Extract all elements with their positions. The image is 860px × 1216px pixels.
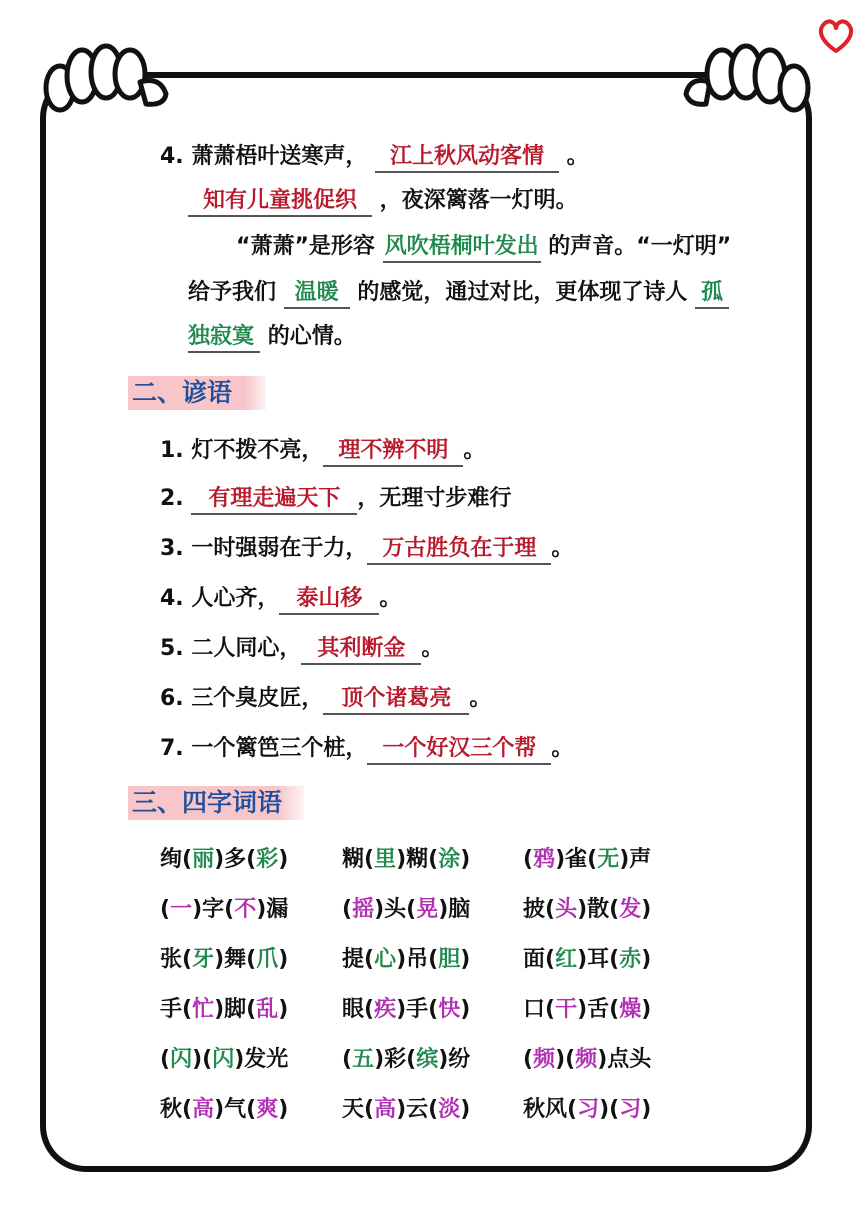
word-text: )脑 [438,897,471,922]
word-answer: 牙 [192,947,215,972]
word-text: )声 [619,847,652,872]
word-text: ) [278,947,289,972]
word-answer: 红 [555,947,578,972]
proverb-prefix: 1. 灯不拨不亮， [160,438,324,463]
proverb-item [160,584,401,615]
word-answer: 不 [234,897,257,922]
word-answer: 频 [533,1047,556,1072]
proverb-item [160,534,573,565]
word-cell [523,992,651,1023]
poem-answer-5b: 独寂寞 [188,323,260,353]
poem-line-1-prefix: 4. 萧萧梧叶送寒声， [160,144,368,169]
proverb-answer: 万古胜负在于理 [367,535,551,565]
poem-line-3-suffix: 的声音。“一灯明” [548,234,732,259]
proverb-item [160,436,485,467]
word-text: 口( [523,997,556,1022]
word-answer: 习 [619,1097,642,1122]
word-cell [160,842,288,873]
word-text: ) [278,997,289,1022]
word-cell [160,892,288,923]
word-cell [342,992,470,1023]
word-text: )纷 [438,1047,471,1072]
proverb-suffix: ，无理寸步难行 [357,486,512,511]
word-text: 提( [342,947,375,972]
word-answer: 彩 [256,847,279,872]
proverb-prefix: 7. 一个篱笆三个桩， [160,736,368,761]
word-text: )多( [214,847,257,872]
word-cell [160,1092,288,1123]
proverb-prefix: 4. 人心齐， [160,586,280,611]
poem-answer-5a: 孤 [695,279,729,309]
heart-icon [816,18,856,54]
proverb-answer: 有理走遍天下 [191,485,357,515]
word-text: ) [641,1097,652,1122]
word-answer: 赤 [619,947,642,972]
word-answer: 燥 [619,997,642,1022]
poem-answer-1: 江上秋风动客情 [375,143,559,173]
proverb-suffix: 。 [551,536,574,561]
word-text: ) [641,947,652,972]
word-text: )彩( [374,1047,417,1072]
word-text: 面( [523,947,556,972]
word-cell [160,1042,288,1073]
word-text: )气( [214,1097,257,1122]
word-cell [523,1092,651,1123]
word-text: )散( [577,897,620,922]
word-cell [342,892,470,923]
poem-line-5-suffix: 的心情。 [267,324,356,349]
word-answer: 晃 [416,897,439,922]
word-answer: 爪 [256,947,279,972]
proverb-item [160,734,573,765]
word-text: )云( [396,1097,439,1122]
left-hand-decoration [42,36,172,116]
word-cell [523,842,651,873]
word-text: )头( [374,897,417,922]
word-cell [160,942,288,973]
word-answer: 摇 [352,897,375,922]
word-text: 眼( [342,997,375,1022]
word-text: )发光 [234,1047,289,1072]
word-text: )脚( [214,997,257,1022]
proverb-suffix: 。 [463,438,486,463]
word-text: 秋风( [523,1097,578,1122]
word-text: ( [342,1047,353,1072]
word-text: ) [460,997,471,1022]
word-answer: 疾 [374,997,397,1022]
section-heading-four-char-words: 三、四字词语 [128,786,304,820]
proverb-answer: 理不辨不明 [323,437,463,467]
word-answer: 一 [170,897,193,922]
word-text: ( [523,847,534,872]
word-cell [160,992,288,1023]
word-text: 糊( [342,847,375,872]
proverb-answer: 顶个诸葛亮 [323,685,469,715]
word-cell [342,1042,470,1073]
poem-line-3-prefix: “萧萧”是形容 [236,234,375,259]
poem-line-5 [188,322,356,353]
word-answer: 五 [352,1047,375,1072]
word-answer: 涂 [438,847,461,872]
poem-line-4 [188,278,729,309]
poem-line-4-prefix: 给予我们 [188,280,277,305]
word-text: 披( [523,897,556,922]
proverb-suffix: 。 [379,586,402,611]
word-answer: 丽 [192,847,215,872]
proverb-prefix: 2. [160,486,192,511]
poem-line-1 [160,142,589,173]
poem-answer-4: 温暖 [284,279,350,309]
word-cell [523,1042,651,1073]
word-text: )漏 [256,897,289,922]
proverb-prefix: 5. 二人同心， [160,636,302,661]
word-cell [342,942,470,973]
word-cell [523,942,651,973]
section-heading-proverbs: 二、谚语 [128,376,266,410]
poem-line-3 [236,232,731,263]
word-text: )( [192,1047,213,1072]
word-cell [523,892,651,923]
word-answer: 爽 [256,1097,279,1122]
proverb-answer: 其利断金 [301,635,421,665]
word-cell [342,1092,470,1123]
word-text: )舞( [214,947,257,972]
word-answer: 闪 [212,1047,235,1072]
word-text: ) [460,947,471,972]
proverb-answer: 一个好汉三个帮 [367,735,551,765]
word-text: )( [599,1097,620,1122]
word-text: ( [160,1047,171,1072]
word-answer: 鸦 [533,847,556,872]
word-text: 天( [342,1097,375,1122]
word-answer: 无 [597,847,620,872]
word-answer: 忙 [192,997,215,1022]
word-cell [342,842,470,873]
word-text: ( [160,897,171,922]
word-text: ) [460,847,471,872]
proverb-prefix: 6. 三个臭皮匠， [160,686,324,711]
word-text: )字( [192,897,235,922]
poem-line-2 [188,186,578,217]
word-text: ) [641,997,652,1022]
word-answer: 闪 [170,1047,193,1072]
word-text: ) [641,897,652,922]
word-answer: 缤 [416,1047,439,1072]
word-answer: 淡 [438,1097,461,1122]
word-answer: 里 [374,847,397,872]
word-text: 张( [160,947,193,972]
word-answer: 心 [374,947,397,972]
word-answer: 频 [575,1047,598,1072]
proverb-suffix: 。 [469,686,492,711]
word-text: ) [278,847,289,872]
word-text: )( [555,1047,576,1072]
word-text: ( [523,1047,534,1072]
word-answer: 乱 [256,997,279,1022]
poem-line-1-suffix: 。 [566,144,589,169]
word-answer: 快 [438,997,461,1022]
poem-line-2-suffix: ，夜深篱落一灯明。 [379,188,578,213]
poem-answer-2: 知有儿童挑促织 [188,187,372,217]
right-hand-decoration [680,36,815,116]
word-text: 绚( [160,847,193,872]
word-answer: 高 [192,1097,215,1122]
proverb-suffix: 。 [551,736,574,761]
word-answer: 习 [577,1097,600,1122]
word-text: 手( [160,997,193,1022]
poem-line-4-suffix: 的感觉，通过对比，更体现了诗人 [357,280,688,305]
poem-answer-3: 风吹梧桐叶发出 [383,233,541,263]
word-text: )舌( [577,997,620,1022]
word-answer: 干 [555,997,578,1022]
word-answer: 高 [374,1097,397,1122]
proverb-suffix: 。 [421,636,444,661]
word-answer: 头 [555,897,578,922]
word-answer: 胆 [438,947,461,972]
word-text: 秋( [160,1097,193,1122]
word-answer: 发 [619,897,642,922]
proverb-answer: 泰山移 [279,585,379,615]
word-text: ( [342,897,353,922]
word-text: ) [460,1097,471,1122]
proverb-item [160,484,511,515]
word-text: )耳( [577,947,620,972]
word-text: )点头 [597,1047,652,1072]
word-text: )手( [396,997,439,1022]
word-text: )雀( [555,847,598,872]
word-text: ) [278,1097,289,1122]
word-text: )吊( [396,947,439,972]
proverb-item [160,634,443,665]
proverb-prefix: 3. 一时强弱在于力， [160,536,368,561]
proverb-item [160,684,491,715]
word-text: )糊( [396,847,439,872]
